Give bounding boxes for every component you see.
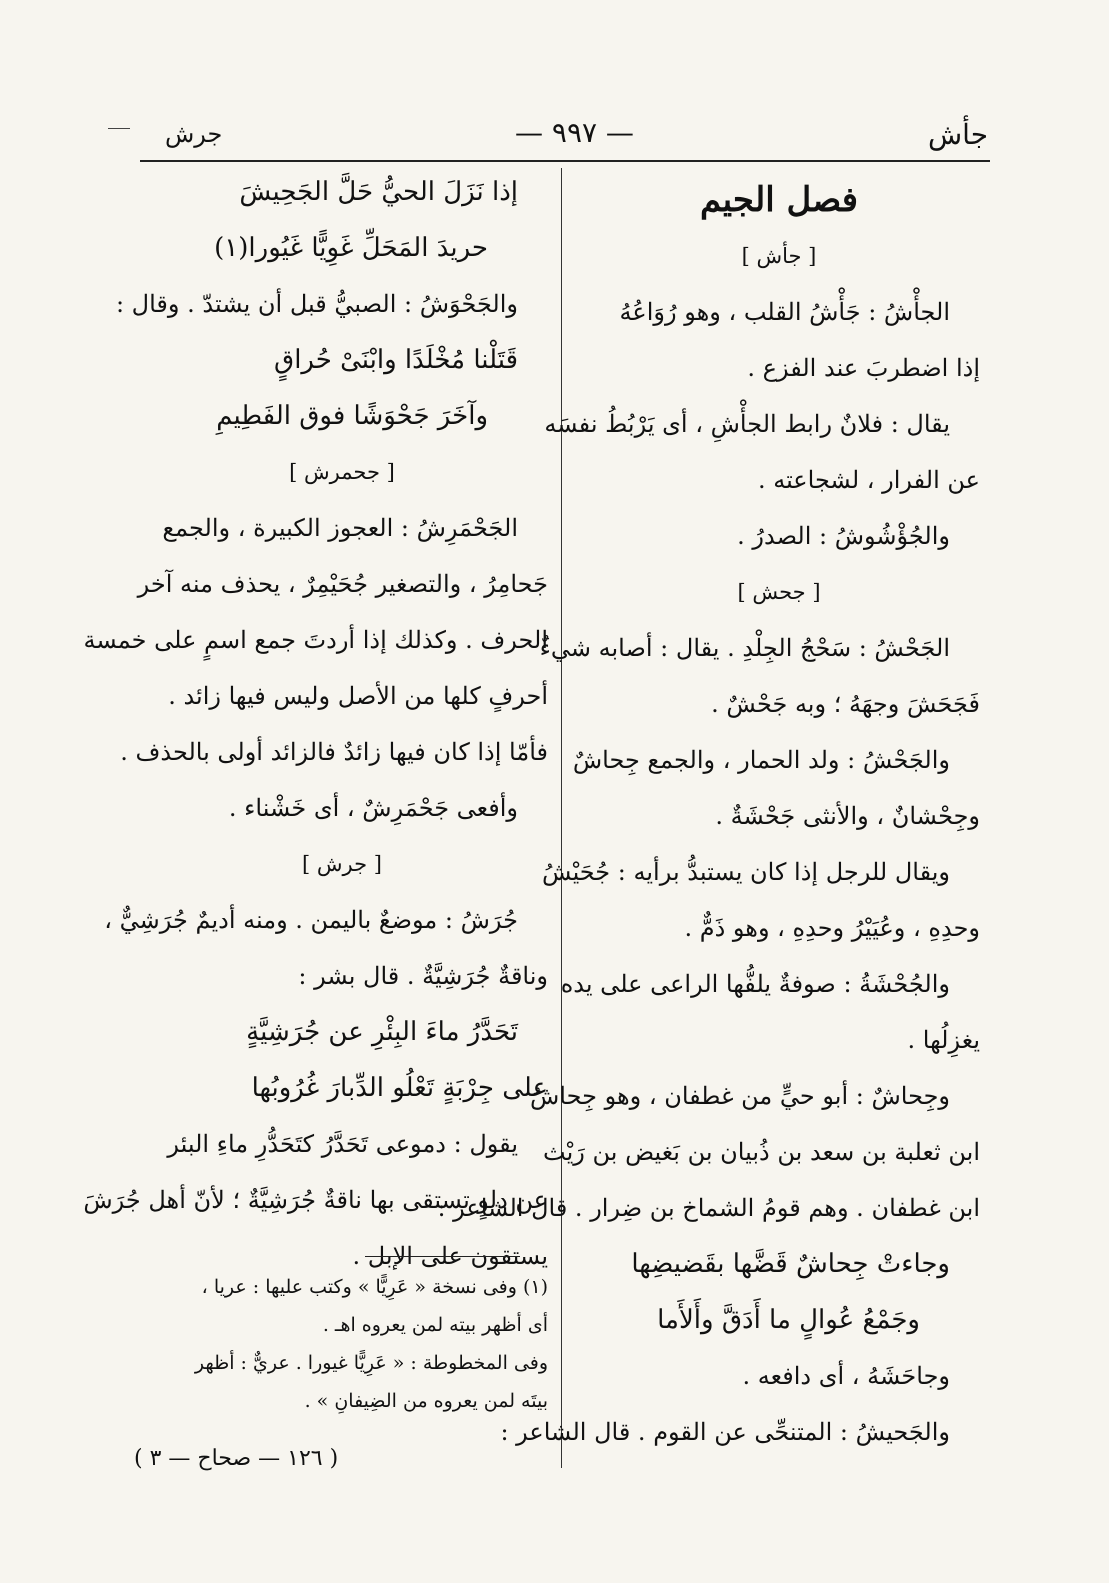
footnote-line: (١) وفى نسخة « عَرِيًّا » وكتب عليها : عريا ، <box>201 1276 548 1298</box>
text-line: ويقال للرجل إذا كان يستبدُّ برأيه : جُحَيْشُ <box>541 858 950 886</box>
entry-headword: [ جحمرش ] <box>289 460 395 484</box>
text-line: عن دلوٍ تستقى بها ناقةٌ جُرَشِيَّةٌ ؛ لأنّ أهل جُرَشَ <box>83 1186 548 1214</box>
text-line: عن الفرار ، لشجاعته . <box>757 466 980 494</box>
text-line: يقول : دموعى تَحَدَّرُ كتَحَدُّرِ ماءِ البئر <box>167 1130 518 1158</box>
verse-line: حريدَ المَحَلِّ غَوِيًّا غَيُورا(١) <box>214 233 488 263</box>
text-line: وناقةٌ جُرَشِيَّةٌ . قال بشر : <box>298 962 548 990</box>
text-line: الجَحْمَرِشُ : العجوز الكبيرة ، والجمع <box>162 514 518 542</box>
text-line: وجِحاشٌ : أبو حيٍّ من غطفان ، وهو جِحاشُ <box>530 1082 950 1110</box>
text-line: فأمّا إذا كان فيها زائدٌ فالزائد أولى بالحذف . <box>120 738 548 766</box>
footnote-rule <box>365 1256 520 1257</box>
text-line: الجَحْشُ : سَحْجُ الجِلْدِ . يقال : أصابه شيءٌ <box>539 634 950 662</box>
text-line: ابن ثعلبة بن سعد بن ذُبيان بن بَغيض بن رَيْث <box>543 1138 980 1166</box>
text-line: والجَحْوَشُ : الصبيُّ قبل أن يشتدّ . وقال : <box>115 290 518 318</box>
text-line: وحدِهِ ، وعُيَيْرُ وحدِهِ ، وهو ذَمٌّ . <box>684 914 980 942</box>
verse-line: وجَمْعُ عُوالٍ ما أَدَقَّ وأَلأَما <box>657 1305 920 1335</box>
text-line: الحرف . وكذلك إذا أردتَ جمع اسمٍ على خمسة <box>83 626 548 654</box>
header-rule <box>140 160 990 162</box>
header-right-keyword: جأش <box>928 118 989 151</box>
printer-signature: ( ١٢٦ — صحاح — ٣ ) <box>134 1446 339 1471</box>
text-line: والجَحيشُ : المتنحِّى عن القوم . قال الشاعر : <box>500 1418 950 1446</box>
left-column <box>83 164 548 1284</box>
text-line: والجُحْشَةُ : صوفةٌ يلفُّها الراعى على يده <box>560 970 950 998</box>
header-dash <box>108 128 130 129</box>
footnote-line: أى أظهر بيته لمن يعروه اهـ . <box>322 1314 548 1336</box>
header-left-keyword: جرش <box>165 120 223 148</box>
text-line: يقال : فلانٌ رابط الجأْشِ ، أى يَرْبُطُ نفسَه <box>544 410 950 438</box>
column-divider <box>561 168 562 1468</box>
entry-headword: [ جرش ] <box>302 852 382 876</box>
entry-headword: [ جأش ] <box>741 244 817 268</box>
verse-line: وآخَرَ جَحْوَشًا فوق الفَطِيمِ <box>216 401 488 431</box>
verse-line: تَحَدَّرُ ماءَ البِئْرِ عن جُرَشِيَّةٍ <box>246 1017 518 1047</box>
text-line: والجَحْشُ : ولد الحمار ، والجمع جِحاشٌ <box>572 746 950 774</box>
text-line: يغزِلُها . <box>907 1026 980 1054</box>
footnotes <box>136 1268 548 1420</box>
text-line: جُرَشُ : موضعٌ باليمن . ومنه أديمٌ جُرَشِيٌّ ، <box>104 906 518 934</box>
text-line: فَجَحَشَ وجهَهُ ؛ وبه جَحْشٌ . <box>711 690 980 718</box>
text-line: أحرفٍ كلها من الأصل وليس فيها زائد . <box>168 682 548 710</box>
page-header <box>0 112 1109 156</box>
text-line: إذا اضطربَ عند الفزع . <box>747 354 980 382</box>
text-line: يستقون على الإبل . <box>352 1242 548 1270</box>
text-line: الجأْشُ : جَأْشُ القلب ، وهو رُوَاعُهُ <box>619 298 950 326</box>
verse-line: وجاءتْ جِحاشٌ قَضَّها بقَضيضِها <box>631 1249 950 1279</box>
text-line: جَحامِرُ ، والتصغير جُحَيْمِرٌ ، يحذف منه آخر <box>137 570 548 598</box>
text-line: وجاحَشَهُ ، أى دافعه . <box>742 1362 950 1390</box>
verse-line: قَتَلْنا مُخْلَدًا وابْنَىْ حُراقٍ <box>274 345 518 375</box>
entry-headword: [ جحش ] <box>737 580 821 604</box>
text-line: والجُؤْشُوشُ : الصدرُ . <box>737 522 950 550</box>
verse-line: إذا نَزَلَ الحيُّ حَلَّ الجَحِيشَ <box>239 177 518 207</box>
page-number: — ٩٩٧ — <box>515 116 634 149</box>
footnote-line: بيتَه لمن يعروه من الضِيفانِ » . <box>304 1390 548 1412</box>
text-line: وأفعى جَحْمَرِشٌ ، أى خَشْناء . <box>228 794 518 822</box>
footnote-line: وفى المخطوطة : « عَرِيًّا غيورا . عريٌّ : أظهر <box>194 1352 548 1374</box>
verse-line: على جِرْبَةٍ تَعْلُو الدِّبارَ غُرُوبُها <box>251 1073 548 1103</box>
text-line: وجِحْشانٌ ، والأنثى جَحْشَةٌ . <box>715 802 980 830</box>
text-line: ابن غطفان . وهم قومُ الشماخ بن ضِرار . قال الشاعر : <box>437 1194 980 1222</box>
section-heading: فصل الجيم <box>700 180 858 220</box>
